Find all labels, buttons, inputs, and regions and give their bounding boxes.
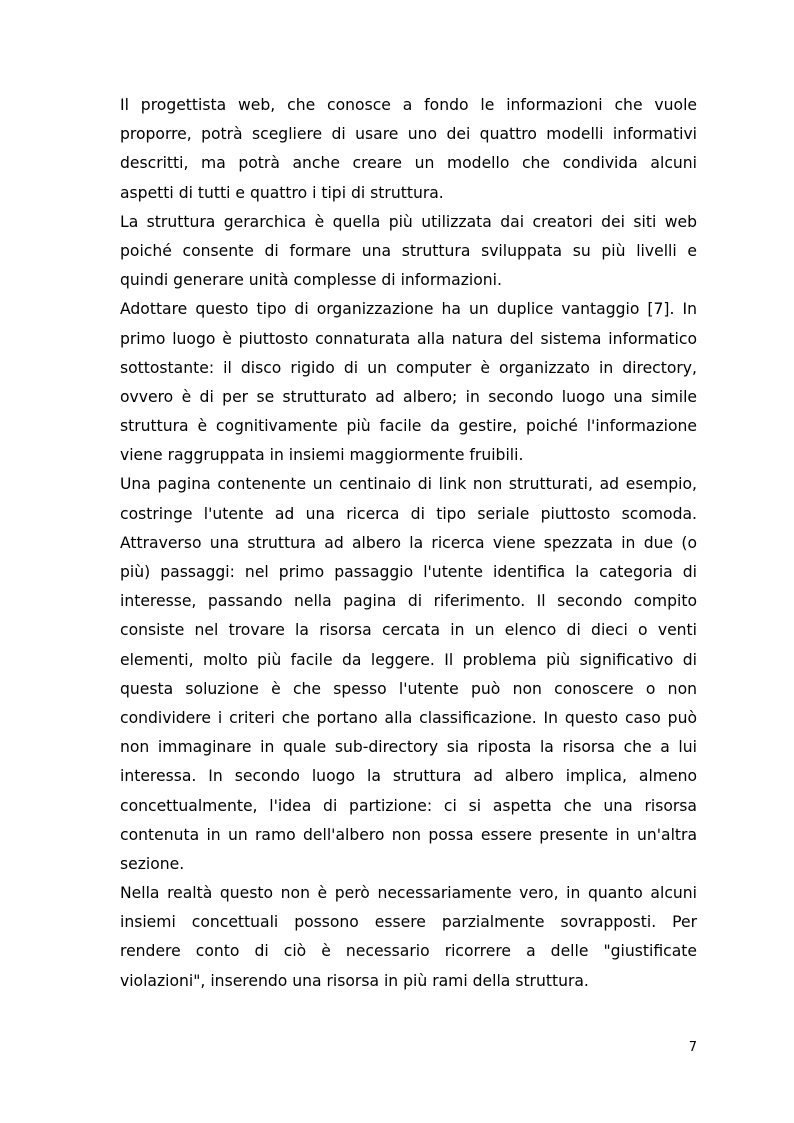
- text-line: interesse, passando nella pagina di riferimento. Il secondo compito: [120, 592, 697, 611]
- paragraph-4: [120, 470, 697, 879]
- text-line: insiemi concettuali possono essere parzialmente sovrapposti. Per: [120, 913, 697, 932]
- text-line: non immaginare in quale sub-directory sia riposta la risorsa che a lui: [120, 738, 697, 757]
- text-line: rendere conto di ciò è necessario ricorrere a delle "giustificate: [120, 942, 697, 961]
- text-line: questa soluzione è che spesso l'utente può non conoscere o non: [120, 679, 697, 698]
- text-line: quindi generare unità complesse di informazioni.: [120, 271, 502, 290]
- text-line: struttura è cognitivamente più facile da gestire, poiché l'informazione: [120, 417, 697, 436]
- text-line: sottostante: il disco rigido di un computer è organizzato in directory,: [120, 358, 697, 377]
- text-line: sezione.: [120, 854, 185, 873]
- text-line: Una pagina contenente un centinaio di link non strutturati, ad esempio,: [120, 475, 697, 494]
- text-line: poiché consente di formare una struttura sviluppata su più livelli e: [120, 241, 697, 260]
- text-line: descritti, ma potrà anche creare un modello che condivida alcuni: [120, 154, 697, 173]
- text-line: violazioni", inserendo una risorsa in più rami della struttura.: [120, 971, 589, 990]
- paragraph-1: [120, 91, 697, 208]
- text-line: ovvero è di per se strutturato ad albero; in secondo luogo una simile: [120, 387, 697, 406]
- text-line: elementi, molto più facile da leggere. Il problema più significativo di: [120, 650, 697, 669]
- text-line: La struttura gerarchica è quella più utilizzata dai creatori dei siti web: [120, 212, 697, 231]
- text-line: primo luogo è piuttosto connaturata alla natura del sistema informatico: [120, 329, 697, 348]
- text-line: aspetti di tutti e quattro i tipi di struttura.: [120, 183, 444, 202]
- text-line: costringe l'utente ad una ricerca di tipo seriale piuttosto scomoda.: [120, 504, 697, 523]
- text-line: consiste nel trovare la risorsa cercata in un elenco di dieci o venti: [120, 621, 697, 640]
- document-body: [120, 91, 697, 996]
- text-line: contenuta in un ramo dell'albero non possa essere presente in un'altra: [120, 825, 697, 844]
- paragraph-3: [120, 295, 697, 470]
- text-line: proporre, potrà scegliere di usare uno dei quattro modelli informativi: [120, 125, 697, 144]
- paragraph-2: [120, 208, 697, 296]
- text-line: concettualmente, l'idea di partizione: ci si aspetta che una risorsa: [120, 796, 697, 815]
- text-line: viene raggruppata in insiemi maggiormente fruibili.: [120, 446, 524, 465]
- text-line: interessa. In secondo luogo la struttura ad albero implica, almeno: [120, 767, 697, 786]
- text-line: Il progettista web, che conosce a fondo le informazioni che vuole: [120, 96, 697, 114]
- text-line: condividere i criteri che portano alla classificazione. In questo caso può: [120, 708, 697, 727]
- page-number: 7: [688, 1040, 697, 1055]
- text-line: Attraverso una struttura ad albero la ricerca viene spezzata in due (o: [120, 533, 697, 552]
- paragraph-5: [120, 879, 697, 996]
- text-line: Nella realtà questo non è però necessariamente vero, in quanto alcuni: [120, 884, 697, 903]
- text-line: Adottare questo tipo di organizzazione ha un duplice vantaggio [7]. In: [120, 300, 697, 319]
- text-line: più) passaggi: nel primo passaggio l'utente identifica la categoria di: [120, 563, 697, 581]
